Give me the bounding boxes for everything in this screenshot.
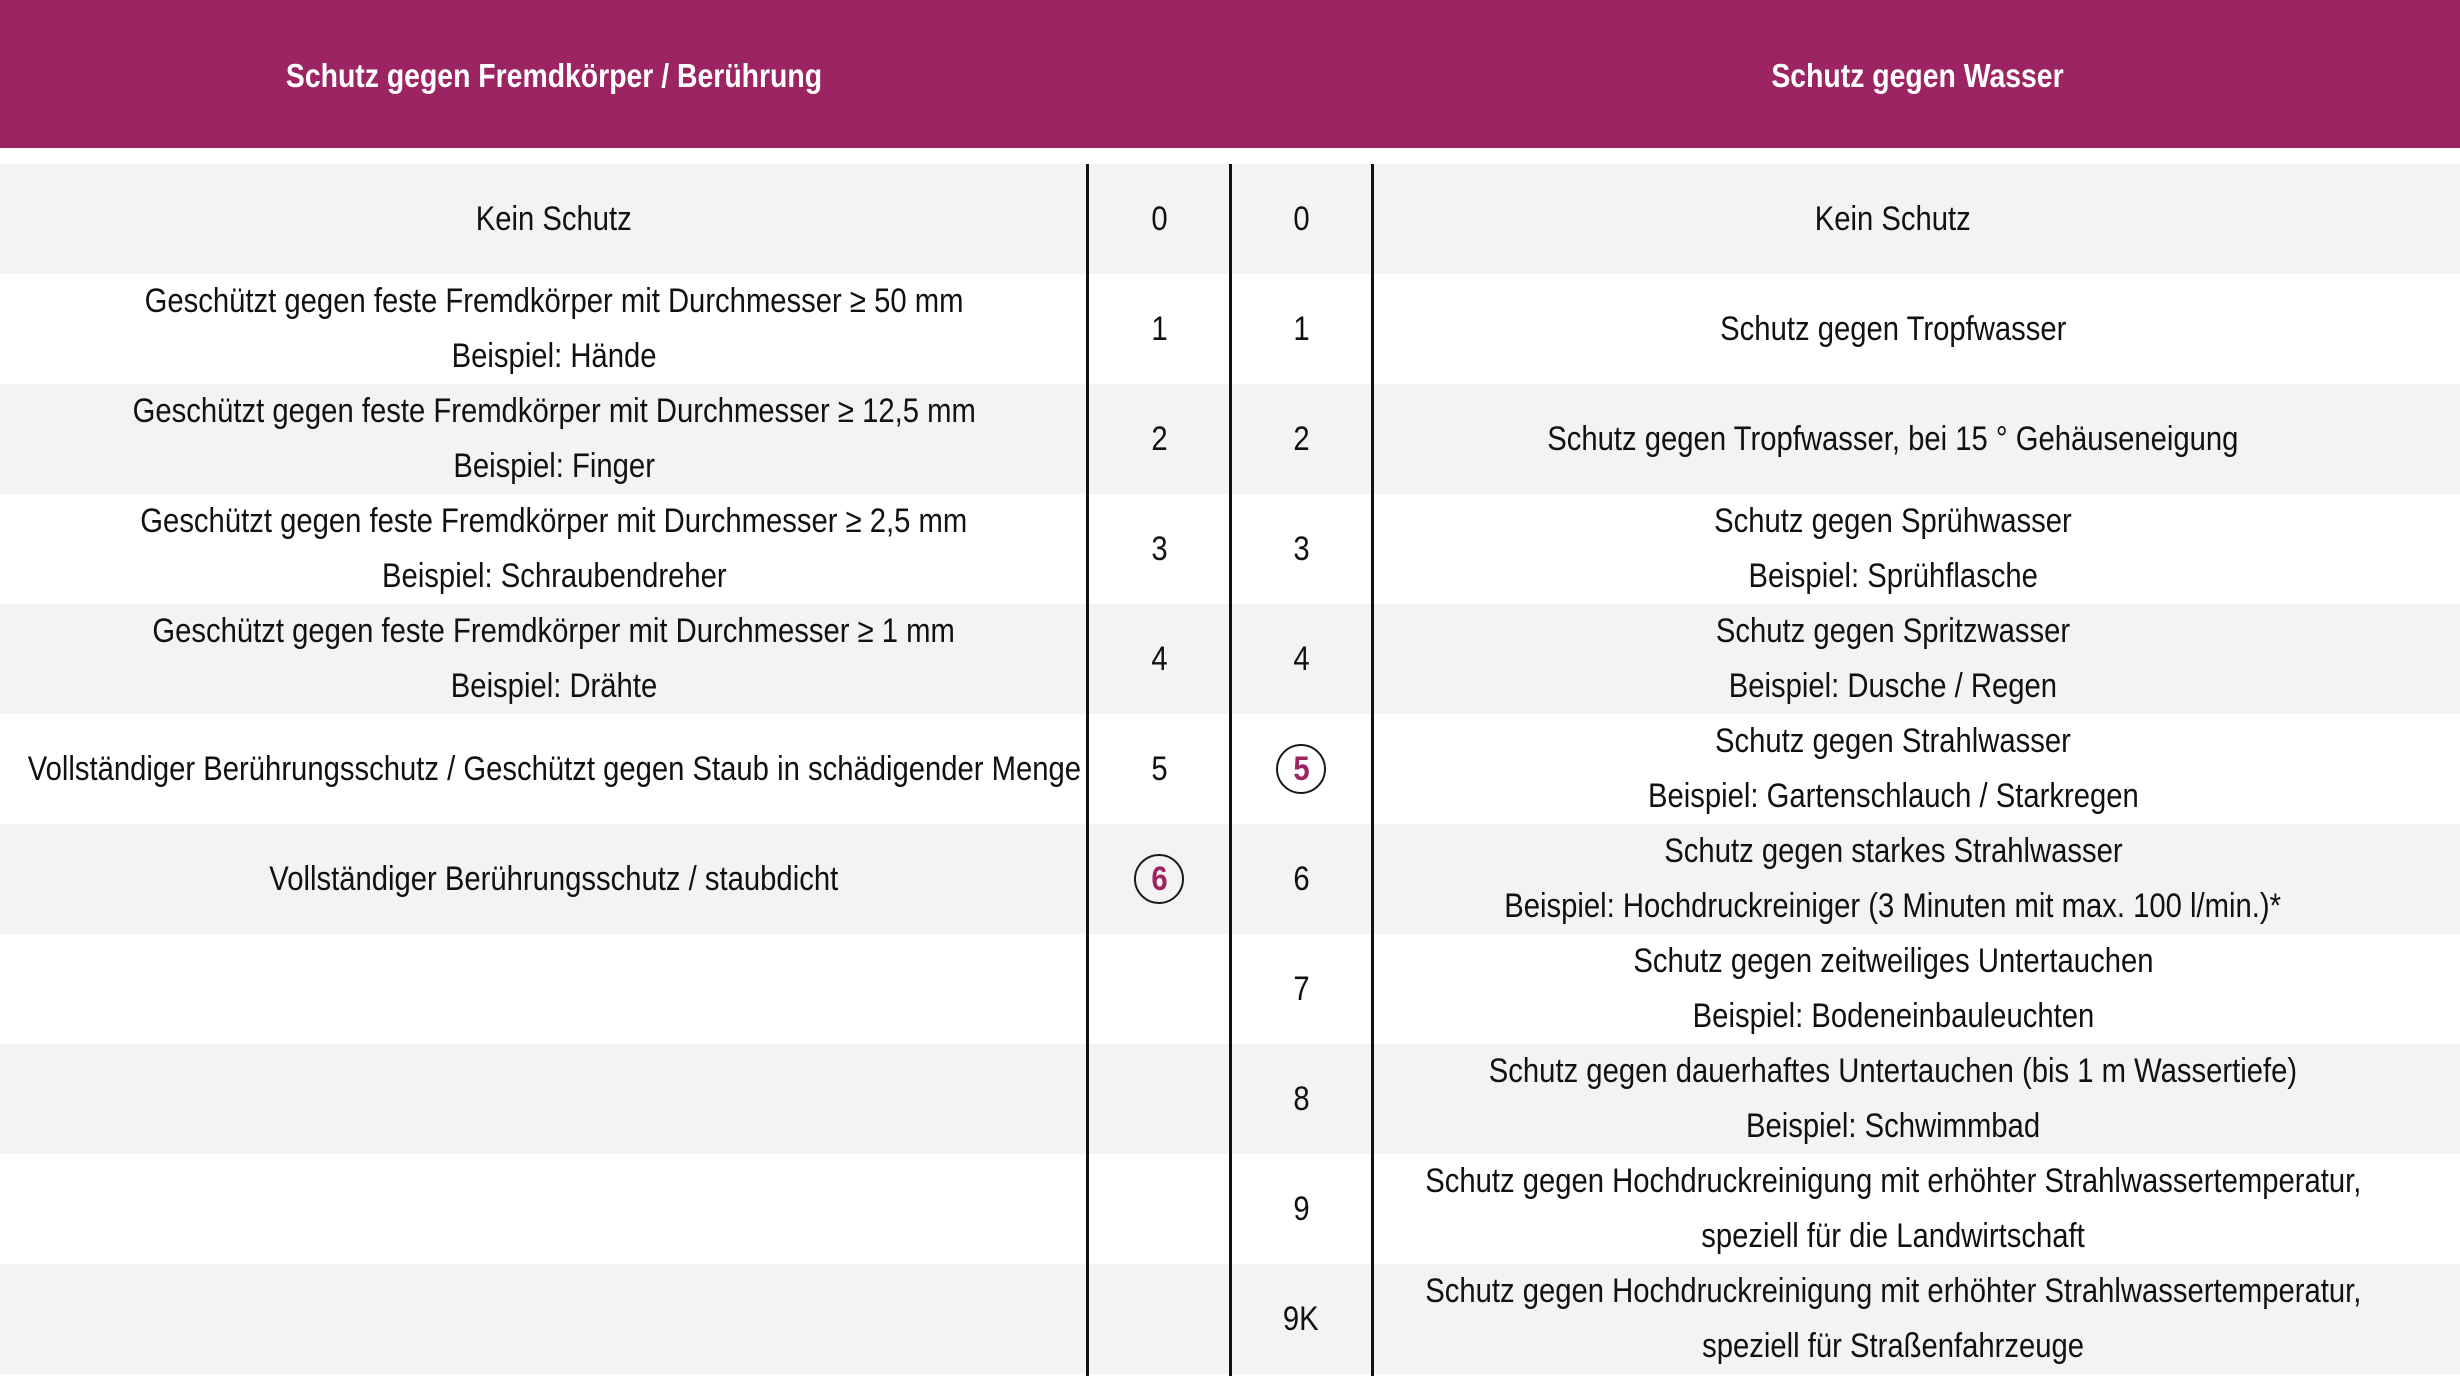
water-protection-cell — [1375, 164, 2411, 274]
water-protection-cell — [1375, 1264, 2411, 1374]
water-protection-cell-line: Beispiel: Dusche / Regen — [1728, 667, 2058, 705]
water-protection-cell — [1375, 714, 2411, 824]
water-protection-cell-line: Beispiel: Sprühflasche — [1748, 557, 2038, 595]
second-digit-cell — [1232, 274, 1370, 384]
foreign-body-protection-cell — [0, 1154, 1108, 1264]
header-title-water: Schutz gegen Wasser — [1771, 57, 2064, 94]
water-protection-cell-line: Schutz gegen zeitweiliges Untertauchen — [1632, 942, 2154, 980]
water-protection-cell — [1375, 934, 2411, 1044]
column-divider-right — [1371, 164, 1374, 1376]
foreign-body-protection-cell-line: Beispiel: Finger — [453, 447, 655, 485]
second-digit-cell — [1232, 824, 1370, 934]
second-digit-cell — [1232, 1154, 1370, 1264]
water-protection-cell — [1375, 824, 2411, 934]
water-protection-cell-line: Schutz gegen Sprühwasser — [1714, 502, 2072, 540]
foreign-body-protection-cell — [0, 274, 1108, 384]
water-protection-cell-line: Beispiel: Hochdruckreiniger (3 Minuten mit max. 100 l/min.)* — [1504, 887, 2282, 925]
foreign-body-protection-cell — [0, 1044, 1108, 1154]
foreign-body-protection-cell-line: Beispiel: Schraubendreher — [381, 557, 727, 595]
foreign-body-protection-cell-line: Vollständiger Berührungsschutz / Geschützt gegen Staub in schädigender Menge — [27, 749, 1081, 788]
first-digit-cell — [1090, 274, 1228, 384]
first-digit-cell-value: 2 — [1150, 419, 1168, 458]
first-digit-cell — [1090, 714, 1228, 824]
water-protection-cell-line: speziell für Straßenfahrzeuge — [1702, 1327, 2084, 1365]
second-digit-cell-value: 7 — [1292, 969, 1310, 1008]
second-digit-cell-value: 9K — [1283, 1299, 1319, 1338]
water-protection-cell-line: Kein Schutz — [1814, 199, 1972, 238]
foreign-body-protection-cell — [0, 714, 1108, 824]
second-digit-cell — [1232, 494, 1370, 604]
foreign-body-protection-cell-line: Kein Schutz — [475, 199, 633, 238]
column-divider-left — [1086, 164, 1089, 1376]
water-protection-cell — [1375, 1044, 2411, 1154]
second-digit-cell-value: 2 — [1292, 419, 1310, 458]
second-digit-cell-value: 6 — [1292, 859, 1310, 898]
column-divider-middle — [1229, 164, 1232, 1376]
foreign-body-protection-cell-line: Beispiel: Drähte — [450, 667, 658, 705]
first-digit-cell — [1090, 1044, 1228, 1154]
second-digit-cell — [1232, 1264, 1370, 1374]
water-protection-cell-line: Beispiel: Bodeneinbauleuchten — [1692, 997, 2094, 1035]
first-digit-cell-value: 1 — [1150, 309, 1168, 348]
foreign-body-protection-cell-line: Beispiel: Hände — [451, 337, 657, 375]
water-protection-cell-line: Beispiel: Schwimmbad — [1745, 1107, 2041, 1145]
water-protection-cell — [1375, 604, 2411, 714]
water-protection-cell — [1375, 1154, 2411, 1264]
second-digit-cell — [1232, 714, 1370, 824]
water-protection-cell — [1375, 384, 2411, 494]
second-digit-cell — [1232, 164, 1370, 274]
second-digit-cell-value: 5 — [1292, 749, 1310, 788]
second-digit-cell — [1232, 604, 1370, 714]
foreign-body-protection-cell-line: Geschützt gegen feste Fremdkörper mit Durchmesser ≥ 12,5 mm — [132, 392, 976, 430]
second-digit-cell-value: 1 — [1292, 309, 1310, 348]
foreign-body-protection-cell — [0, 1264, 1108, 1374]
second-digit-cell — [1232, 1044, 1370, 1154]
water-protection-cell-line: Schutz gegen starkes Strahlwasser — [1663, 832, 2123, 870]
water-protection-cell-line: Schutz gegen Strahlwasser — [1715, 722, 2071, 760]
foreign-body-protection-cell — [0, 934, 1108, 1044]
second-digit-cell-value: 0 — [1292, 199, 1310, 238]
first-digit-cell-value: 3 — [1150, 529, 1168, 568]
highlight-circle — [1276, 744, 1326, 794]
foreign-body-protection-cell — [0, 604, 1108, 714]
water-protection-cell-line: Schutz gegen Hochdruckreinigung mit erhöhter Strahlwassertemperatur, — [1424, 1272, 2362, 1310]
second-digit-cell — [1232, 934, 1370, 1044]
water-protection-cell-line: Schutz gegen Spritzwasser — [1715, 612, 2071, 650]
second-digit-cell-value: 8 — [1292, 1079, 1310, 1118]
water-protection-cell-line: speziell für die Landwirtschaft — [1701, 1217, 2085, 1255]
header-title-foreign-body: Schutz gegen Fremdkörper / Berührung — [285, 57, 823, 94]
water-protection-cell — [1375, 274, 2411, 384]
second-digit-cell-value: 3 — [1292, 529, 1310, 568]
first-digit-cell — [1090, 934, 1228, 1044]
first-digit-cell — [1090, 164, 1228, 274]
first-digit-cell-value: 0 — [1150, 199, 1168, 238]
water-protection-cell-line: Schutz gegen Tropfwasser — [1719, 309, 2067, 348]
water-protection-cell-line: Beispiel: Gartenschlauch / Starkregen — [1647, 777, 2139, 815]
first-digit-cell — [1090, 384, 1228, 494]
foreign-body-protection-cell — [0, 824, 1108, 934]
first-digit-cell-value: 6 — [1150, 859, 1168, 898]
first-digit-cell — [1090, 824, 1228, 934]
table-header — [0, 0, 2460, 148]
water-protection-cell-line: Schutz gegen Tropfwasser, bei 15 ° Gehäuseneigung — [1547, 419, 2239, 458]
first-digit-cell — [1090, 1264, 1228, 1374]
first-digit-cell-value: 4 — [1150, 639, 1168, 678]
second-digit-cell-value: 4 — [1292, 639, 1310, 678]
foreign-body-protection-cell-line: Geschützt gegen feste Fremdkörper mit Durchmesser ≥ 2,5 mm — [140, 502, 968, 540]
second-digit-cell — [1232, 384, 1370, 494]
foreign-body-protection-cell-line: Vollständiger Berührungsschutz / staubdicht — [269, 859, 839, 898]
foreign-body-protection-cell-line: Geschützt gegen feste Fremdkörper mit Durchmesser ≥ 50 mm — [144, 282, 964, 320]
foreign-body-protection-cell-line: Geschützt gegen feste Fremdkörper mit Durchmesser ≥ 1 mm — [152, 612, 956, 650]
first-digit-cell — [1090, 494, 1228, 604]
first-digit-cell — [1090, 1154, 1228, 1264]
water-protection-cell — [1375, 494, 2411, 604]
water-protection-cell-line: Schutz gegen Hochdruckreinigung mit erhöhter Strahlwassertemperatur, — [1424, 1162, 2362, 1200]
highlight-circle — [1134, 854, 1184, 904]
foreign-body-protection-cell — [0, 164, 1108, 274]
second-digit-cell-value: 9 — [1292, 1189, 1310, 1228]
water-protection-cell-line: Schutz gegen dauerhaftes Untertauchen (bis 1 m Wassertiefe) — [1488, 1052, 2298, 1090]
foreign-body-protection-cell — [0, 494, 1108, 604]
first-digit-cell-value: 5 — [1150, 749, 1168, 788]
foreign-body-protection-cell — [0, 384, 1108, 494]
first-digit-cell — [1090, 604, 1228, 714]
